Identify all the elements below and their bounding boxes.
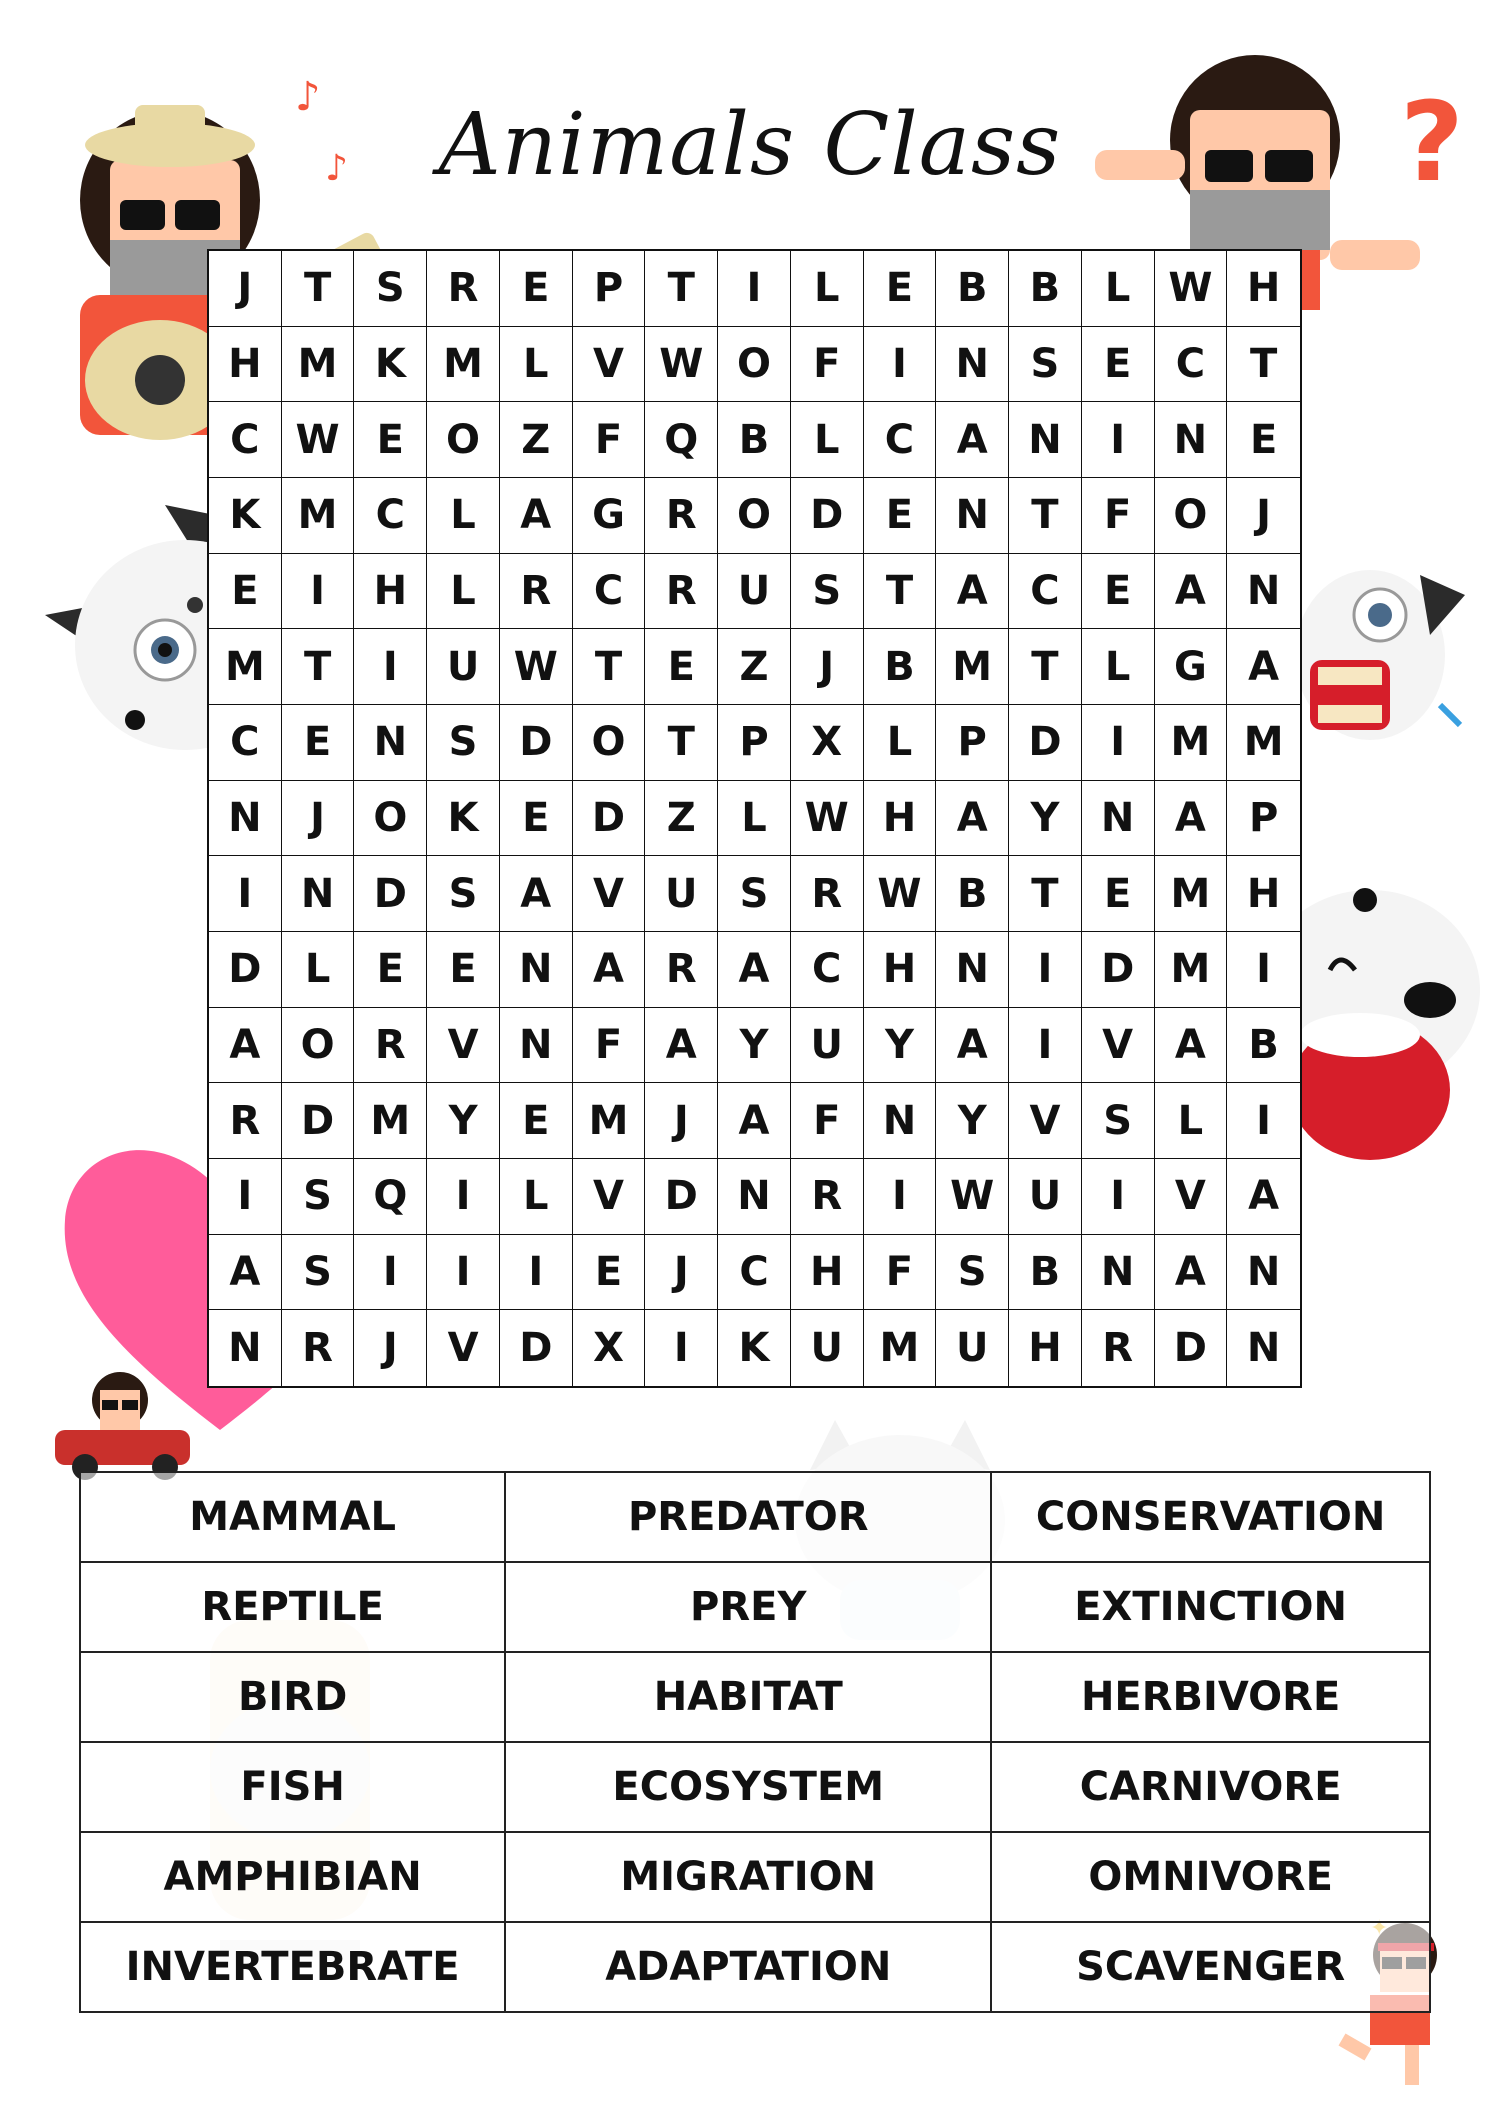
grid-cell[interactable]: X bbox=[791, 705, 864, 781]
word-list-item: EXTINCTION bbox=[991, 1562, 1430, 1652]
grid-cell[interactable]: S bbox=[791, 554, 864, 630]
grid-cell[interactable]: Y bbox=[936, 1083, 1009, 1159]
word-list-item: ADAPTATION bbox=[505, 1922, 991, 2012]
grid-cell[interactable]: H bbox=[354, 554, 427, 630]
grid-cell[interactable]: R bbox=[791, 1159, 864, 1235]
grid-cell[interactable]: L bbox=[791, 251, 864, 327]
grid-cell[interactable]: M bbox=[1155, 856, 1228, 932]
grid-cell[interactable]: E bbox=[864, 478, 937, 554]
grid-cell[interactable]: N bbox=[1009, 402, 1082, 478]
grid-cell[interactable]: M bbox=[427, 327, 500, 403]
grid-cell[interactable]: C bbox=[791, 932, 864, 1008]
grid-cell[interactable]: N bbox=[936, 932, 1009, 1008]
grid-cell[interactable]: M bbox=[209, 629, 282, 705]
grid-cell[interactable]: O bbox=[282, 1008, 355, 1084]
grid-cell[interactable]: I bbox=[864, 327, 937, 403]
word-list-item: AMPHIBIAN bbox=[80, 1832, 505, 1922]
grid-cell[interactable]: N bbox=[1082, 1235, 1155, 1311]
grid-cell[interactable]: Q bbox=[645, 402, 718, 478]
grid-cell[interactable]: W bbox=[645, 327, 718, 403]
grid-cell[interactable]: T bbox=[282, 629, 355, 705]
grid-cell[interactable]: A bbox=[500, 856, 573, 932]
grid-cell[interactable]: U bbox=[791, 1310, 864, 1386]
grid-cell[interactable]: P bbox=[936, 705, 1009, 781]
grid-cell[interactable]: R bbox=[282, 1310, 355, 1386]
grid-cell[interactable]: B bbox=[1009, 1235, 1082, 1311]
grid-cell[interactable]: L bbox=[1082, 251, 1155, 327]
word-list-row bbox=[80, 1922, 1430, 2012]
grid-cell[interactable]: Y bbox=[718, 1008, 791, 1084]
grid-cell[interactable]: C bbox=[354, 478, 427, 554]
grid-cell[interactable]: N bbox=[1155, 402, 1228, 478]
word-list-item: INVERTEBRATE bbox=[80, 1922, 505, 2012]
grid-cell[interactable]: F bbox=[791, 1083, 864, 1159]
grid-cell[interactable]: V bbox=[427, 1310, 500, 1386]
grid-cell[interactable]: A bbox=[936, 402, 1009, 478]
grid-cell[interactable]: M bbox=[1155, 932, 1228, 1008]
grid-cell[interactable]: S bbox=[1009, 327, 1082, 403]
grid-cell[interactable]: Y bbox=[427, 1083, 500, 1159]
grid-cell[interactable]: O bbox=[718, 478, 791, 554]
grid-cell[interactable]: K bbox=[718, 1310, 791, 1386]
grid-cell[interactable]: C bbox=[1009, 554, 1082, 630]
grid-cell[interactable]: I bbox=[427, 1235, 500, 1311]
grid-cell[interactable]: Y bbox=[1009, 781, 1082, 857]
page-title: Animals Class bbox=[438, 95, 1062, 195]
grid-cell[interactable]: I bbox=[1082, 1159, 1155, 1235]
grid-cell[interactable]: A bbox=[573, 932, 646, 1008]
grid-cell[interactable]: I bbox=[1009, 932, 1082, 1008]
grid-cell[interactable]: M bbox=[864, 1310, 937, 1386]
grid-cell[interactable]: Z bbox=[645, 781, 718, 857]
grid-cell[interactable]: R bbox=[791, 856, 864, 932]
grid-cell[interactable]: V bbox=[1009, 1083, 1082, 1159]
grid-cell[interactable]: T bbox=[1009, 478, 1082, 554]
word-list-item: MIGRATION bbox=[505, 1832, 991, 1922]
grid-cell[interactable]: M bbox=[282, 478, 355, 554]
grid-cell[interactable]: E bbox=[1227, 402, 1300, 478]
grid-cell[interactable]: H bbox=[1227, 856, 1300, 932]
grid-cell[interactable]: A bbox=[1227, 1159, 1300, 1235]
grid-cell[interactable]: Z bbox=[718, 629, 791, 705]
grid-cell[interactable]: Q bbox=[354, 1159, 427, 1235]
grid-cell[interactable]: N bbox=[864, 1083, 937, 1159]
grid-cell[interactable]: D bbox=[645, 1159, 718, 1235]
grid-cell[interactable]: H bbox=[1009, 1310, 1082, 1386]
grid-cell[interactable]: U bbox=[718, 554, 791, 630]
grid-cell[interactable]: V bbox=[1082, 1008, 1155, 1084]
grid-cell[interactable]: I bbox=[718, 251, 791, 327]
grid-cell[interactable]: M bbox=[936, 629, 1009, 705]
grid-cell[interactable]: E bbox=[645, 629, 718, 705]
grid-cell[interactable]: L bbox=[864, 705, 937, 781]
grid-cell[interactable]: J bbox=[209, 251, 282, 327]
grid-cell[interactable]: P bbox=[1227, 781, 1300, 857]
grid-cell[interactable]: B bbox=[936, 251, 1009, 327]
grid-cell[interactable]: E bbox=[1082, 856, 1155, 932]
grid-cell[interactable]: E bbox=[354, 402, 427, 478]
grid-cell[interactable]: B bbox=[864, 629, 937, 705]
grid-cell[interactable]: V bbox=[573, 1159, 646, 1235]
grid-cell[interactable]: N bbox=[209, 781, 282, 857]
grid-cell[interactable]: M bbox=[354, 1083, 427, 1159]
grid-cell[interactable]: L bbox=[1155, 1083, 1228, 1159]
grid-cell[interactable]: E bbox=[500, 251, 573, 327]
grid-cell[interactable]: S bbox=[354, 251, 427, 327]
grid-cell[interactable]: L bbox=[791, 402, 864, 478]
grid-cell[interactable]: J bbox=[791, 629, 864, 705]
grid-cell[interactable]: D bbox=[500, 705, 573, 781]
grid-cell[interactable]: J bbox=[645, 1235, 718, 1311]
grid-cell[interactable]: N bbox=[209, 1310, 282, 1386]
grid-cell[interactable]: C bbox=[718, 1235, 791, 1311]
grid-cell[interactable]: L bbox=[282, 932, 355, 1008]
grid-cell[interactable]: N bbox=[282, 856, 355, 932]
grid-cell[interactable]: L bbox=[500, 327, 573, 403]
grid-cell[interactable]: W bbox=[1155, 251, 1228, 327]
svg-text:♪: ♪ bbox=[325, 148, 348, 189]
grid-cell[interactable]: Y bbox=[864, 1008, 937, 1084]
grid-cell[interactable]: L bbox=[718, 781, 791, 857]
grid-cell[interactable]: T bbox=[864, 554, 937, 630]
word-list-item: REPTILE bbox=[80, 1562, 505, 1652]
word-list-row bbox=[80, 1562, 1430, 1652]
word-list-item: PREY bbox=[505, 1562, 991, 1652]
grid-cell[interactable]: E bbox=[500, 781, 573, 857]
grid-cell[interactable]: A bbox=[1155, 1235, 1228, 1311]
grid-cell[interactable]: I bbox=[864, 1159, 937, 1235]
grid-cell[interactable]: D bbox=[354, 856, 427, 932]
grid-cell[interactable]: F bbox=[573, 1008, 646, 1084]
grid-cell[interactable]: D bbox=[500, 1310, 573, 1386]
grid-cell[interactable]: O bbox=[354, 781, 427, 857]
word-list-item: CARNIVORE bbox=[991, 1742, 1430, 1832]
grid-cell[interactable]: C bbox=[864, 402, 937, 478]
svg-text:♪: ♪ bbox=[295, 74, 321, 120]
grid-cell[interactable]: H bbox=[791, 1235, 864, 1311]
grid-cell[interactable]: U bbox=[791, 1008, 864, 1084]
grid-cell[interactable]: E bbox=[573, 1235, 646, 1311]
grid-cell[interactable]: A bbox=[645, 1008, 718, 1084]
grid-cell[interactable]: V bbox=[427, 1008, 500, 1084]
grid-cell[interactable]: I bbox=[427, 1159, 500, 1235]
grid-cell[interactable]: K bbox=[354, 327, 427, 403]
grid-cell[interactable]: S bbox=[282, 1235, 355, 1311]
grid-cell[interactable]: L bbox=[500, 1159, 573, 1235]
grid-cell[interactable]: O bbox=[573, 705, 646, 781]
grid-cell[interactable]: N bbox=[354, 705, 427, 781]
grid-cell[interactable]: A bbox=[1155, 1008, 1228, 1084]
word-list-item: SCAVENGER bbox=[991, 1922, 1430, 2012]
grid-cell[interactable]: F bbox=[1082, 478, 1155, 554]
grid-cell[interactable]: W bbox=[936, 1159, 1009, 1235]
word-list-item: ECOSYSTEM bbox=[505, 1742, 991, 1832]
grid-cell[interactable]: I bbox=[282, 554, 355, 630]
grid-cell[interactable]: A bbox=[936, 554, 1009, 630]
grid-cell[interactable]: E bbox=[427, 932, 500, 1008]
grid-cell[interactable]: R bbox=[645, 478, 718, 554]
grid-cell[interactable]: I bbox=[500, 1235, 573, 1311]
grid-cell[interactable]: T bbox=[645, 251, 718, 327]
grid-cell[interactable]: O bbox=[1155, 478, 1228, 554]
grid-cell[interactable]: E bbox=[282, 705, 355, 781]
grid-cell[interactable]: B bbox=[936, 856, 1009, 932]
grid-cell[interactable]: R bbox=[209, 1083, 282, 1159]
grid-cell[interactable]: D bbox=[1009, 705, 1082, 781]
grid-cell[interactable]: D bbox=[573, 781, 646, 857]
grid-cell[interactable]: N bbox=[1227, 1235, 1300, 1311]
grid-cell[interactable]: M bbox=[282, 327, 355, 403]
grid-cell[interactable]: E bbox=[500, 1083, 573, 1159]
word-list-item: FISH bbox=[80, 1742, 505, 1832]
grid-cell[interactable]: R bbox=[354, 1008, 427, 1084]
dog-laughing-illustration bbox=[1300, 880, 1480, 1170]
grid-cell[interactable]: J bbox=[354, 1310, 427, 1386]
grid-cell[interactable]: D bbox=[209, 932, 282, 1008]
grid-cell[interactable]: R bbox=[1082, 1310, 1155, 1386]
grid-cell[interactable]: F bbox=[791, 327, 864, 403]
grid-cell[interactable]: L bbox=[427, 554, 500, 630]
grid-cell[interactable]: K bbox=[209, 478, 282, 554]
grid-cell[interactable]: W bbox=[500, 629, 573, 705]
grid-cell[interactable]: E bbox=[864, 251, 937, 327]
grid-cell[interactable]: S bbox=[1082, 1083, 1155, 1159]
grid-cell[interactable]: U bbox=[645, 856, 718, 932]
grid-cell[interactable]: K bbox=[427, 781, 500, 857]
grid-cell[interactable]: N bbox=[936, 327, 1009, 403]
grid-cell[interactable]: A bbox=[936, 1008, 1009, 1084]
grid-cell[interactable]: U bbox=[1009, 1159, 1082, 1235]
grid-cell[interactable]: R bbox=[645, 554, 718, 630]
grid-cell[interactable]: A bbox=[936, 781, 1009, 857]
grid-cell[interactable]: H bbox=[209, 327, 282, 403]
grid-cell[interactable]: O bbox=[718, 327, 791, 403]
grid-cell[interactable]: H bbox=[864, 932, 937, 1008]
grid-cell[interactable]: X bbox=[573, 1310, 646, 1386]
word-list-item: HABITAT bbox=[505, 1652, 991, 1742]
grid-cell[interactable]: A bbox=[718, 1083, 791, 1159]
grid-cell[interactable]: N bbox=[936, 478, 1009, 554]
grid-cell[interactable]: N bbox=[1227, 554, 1300, 630]
grid-cell[interactable]: S bbox=[936, 1235, 1009, 1311]
grid-cell[interactable]: N bbox=[500, 1008, 573, 1084]
word-list-row bbox=[80, 1472, 1430, 1562]
question-mark-icon: ? bbox=[1400, 78, 1464, 206]
grid-cell[interactable]: E bbox=[1082, 327, 1155, 403]
grid-cell[interactable]: G bbox=[573, 478, 646, 554]
grid-cell[interactable]: T bbox=[1009, 856, 1082, 932]
word-list-item: BIRD bbox=[80, 1652, 505, 1742]
word-list-row bbox=[80, 1652, 1430, 1742]
grid-cell[interactable]: B bbox=[1227, 1008, 1300, 1084]
grid-cell[interactable]: P bbox=[573, 251, 646, 327]
grid-cell[interactable]: W bbox=[282, 402, 355, 478]
grid-cell[interactable]: T bbox=[645, 705, 718, 781]
grid-cell[interactable]: T bbox=[1227, 327, 1300, 403]
grid-cell[interactable]: C bbox=[209, 705, 282, 781]
grid-cell[interactable]: I bbox=[354, 629, 427, 705]
grid-cell[interactable]: I bbox=[354, 1235, 427, 1311]
grid-cell[interactable]: H bbox=[1227, 251, 1300, 327]
grid-cell[interactable]: L bbox=[1082, 629, 1155, 705]
word-list-item: MAMMAL bbox=[80, 1472, 505, 1562]
grid-cell[interactable]: F bbox=[864, 1235, 937, 1311]
grid-cell[interactable]: I bbox=[209, 856, 282, 932]
grid-cell[interactable]: Z bbox=[500, 402, 573, 478]
grid-cell[interactable]: I bbox=[1082, 705, 1155, 781]
grid-cell[interactable]: A bbox=[718, 932, 791, 1008]
grid-cell[interactable]: V bbox=[573, 856, 646, 932]
grid-cell[interactable]: R bbox=[500, 554, 573, 630]
grid-cell[interactable]: A bbox=[500, 478, 573, 554]
grid-cell[interactable]: A bbox=[1155, 554, 1228, 630]
word-list-item: PREDATOR bbox=[505, 1472, 991, 1562]
grid-cell[interactable]: I bbox=[1227, 1083, 1300, 1159]
grid-cell[interactable]: T bbox=[282, 251, 355, 327]
word-list-row bbox=[80, 1742, 1430, 1832]
grid-cell[interactable]: L bbox=[427, 478, 500, 554]
grid-cell[interactable]: O bbox=[427, 402, 500, 478]
grid-cell[interactable]: A bbox=[209, 1008, 282, 1084]
grid-cell[interactable]: E bbox=[209, 554, 282, 630]
grid-cell[interactable]: U bbox=[427, 629, 500, 705]
car-driver-illustration bbox=[45, 1365, 195, 1485]
grid-cell[interactable]: R bbox=[645, 932, 718, 1008]
grid-cell[interactable]: N bbox=[1246, 1325, 1281, 1372]
grid-cell[interactable]: F bbox=[573, 402, 646, 478]
grid-cell[interactable]: C bbox=[573, 554, 646, 630]
grid-cell[interactable]: B bbox=[1009, 251, 1082, 327]
grid-cell[interactable]: J bbox=[645, 1083, 718, 1159]
grid-cell[interactable]: P bbox=[718, 705, 791, 781]
grid-cell[interactable]: S bbox=[282, 1159, 355, 1235]
grid-cell[interactable]: C bbox=[209, 402, 282, 478]
grid-cell[interactable]: I bbox=[1082, 402, 1155, 478]
grid-cell[interactable]: M bbox=[573, 1083, 646, 1159]
word-list-item: HERBIVORE bbox=[991, 1652, 1430, 1742]
grid-cell[interactable]: D bbox=[1082, 932, 1155, 1008]
grid-cell[interactable]: I bbox=[645, 1310, 718, 1386]
grid-cell[interactable]: E bbox=[1082, 554, 1155, 630]
grid-cell[interactable]: A bbox=[1227, 629, 1300, 705]
grid-cell[interactable]: I bbox=[1227, 932, 1300, 1008]
grid-cell[interactable]: R bbox=[427, 251, 500, 327]
word-list-table bbox=[79, 1471, 1431, 2013]
grid-cell[interactable]: V bbox=[573, 327, 646, 403]
grid-cell[interactable]: A bbox=[209, 1235, 282, 1311]
grid-cell[interactable]: A bbox=[1155, 781, 1228, 857]
grid-cell[interactable]: N bbox=[718, 1159, 791, 1235]
grid-cell[interactable]: U bbox=[936, 1310, 1009, 1386]
grid-cell[interactable]: E bbox=[354, 932, 427, 1008]
word-list-row bbox=[80, 1832, 1430, 1922]
grid-cell[interactable]: S bbox=[427, 856, 500, 932]
word-list-item: CONSERVATION bbox=[991, 1472, 1430, 1562]
grid-cell[interactable]: S bbox=[427, 705, 500, 781]
grid-cell[interactable]: J bbox=[1227, 478, 1300, 554]
dog-peeking-left-illustration bbox=[45, 505, 215, 755]
word-list-item: OMNIVORE bbox=[991, 1832, 1430, 1922]
grid-cell[interactable]: D bbox=[282, 1083, 355, 1159]
grid-cell[interactable]: H bbox=[864, 781, 937, 857]
grid-cell[interactable]: N bbox=[500, 932, 573, 1008]
grid-cell[interactable]: W bbox=[791, 781, 864, 857]
grid-cell[interactable]: D bbox=[1155, 1310, 1228, 1386]
grid-cell[interactable]: W bbox=[864, 856, 937, 932]
grid-cell[interactable]: N bbox=[1082, 781, 1155, 857]
dog-screaming-illustration bbox=[1300, 555, 1470, 755]
grid-cell[interactable]: D bbox=[791, 478, 864, 554]
grid-cell[interactable]: G bbox=[1155, 629, 1228, 705]
grid-cell[interactable]: M bbox=[1155, 705, 1228, 781]
grid-cell[interactable]: T bbox=[573, 629, 646, 705]
grid-cell[interactable]: T bbox=[1009, 629, 1082, 705]
grid-cell[interactable]: S bbox=[718, 856, 791, 932]
grid-cell[interactable]: C bbox=[1155, 327, 1228, 403]
grid-cell[interactable]: I bbox=[209, 1159, 282, 1235]
word-search-grid bbox=[207, 249, 1302, 1388]
grid-cell[interactable]: M bbox=[1227, 705, 1300, 781]
grid-cell[interactable]: J bbox=[282, 781, 355, 857]
grid-cell[interactable]: V bbox=[1155, 1159, 1228, 1235]
grid-cell[interactable]: B bbox=[718, 402, 791, 478]
grid-cell[interactable]: I bbox=[1009, 1008, 1082, 1084]
